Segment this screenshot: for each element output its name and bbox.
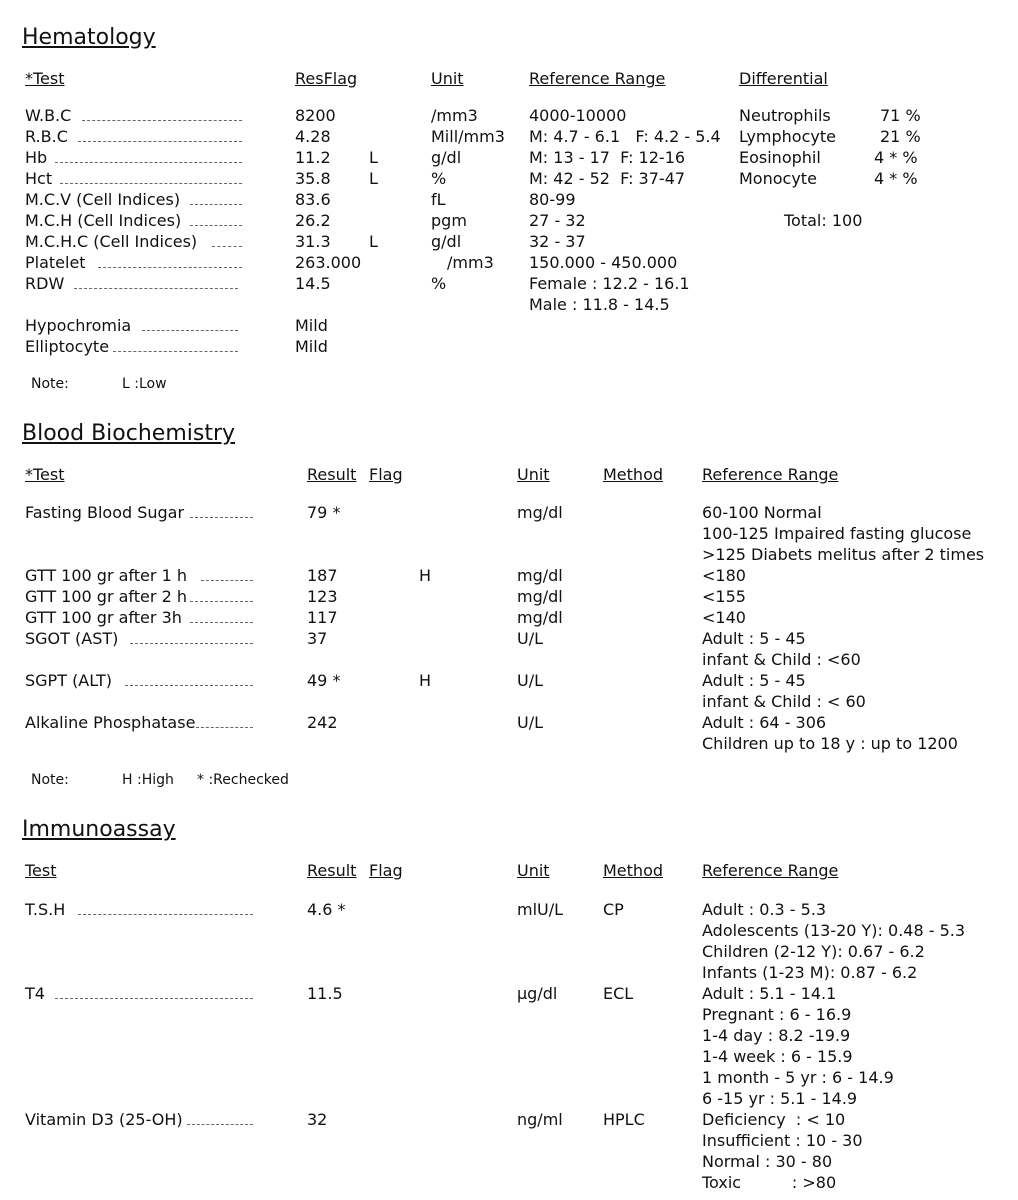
hema-ref: 150.000 - 450.000 xyxy=(529,253,678,272)
hema-result: 4.28 xyxy=(295,127,331,146)
leader-dots xyxy=(196,727,253,728)
bio-result: 49 * xyxy=(307,671,341,690)
immuno-unit: ng/ml xyxy=(517,1110,563,1129)
bio-ref-line: Adult : 64 - 306 xyxy=(702,713,827,732)
hema-result: 35.8 xyxy=(295,169,331,188)
diff-name: Monocyte xyxy=(739,169,817,188)
hema-test: M.C.H.C (Cell Indices) xyxy=(25,232,198,251)
bio-unit: U/L xyxy=(517,671,544,690)
hema-test: Platelet xyxy=(25,253,86,272)
bio-header-test: *Test xyxy=(25,465,65,484)
hema-ref: M: 13 - 17 F: 12-16 xyxy=(529,148,686,167)
leader-dots xyxy=(78,914,253,915)
immuno-method: ECL xyxy=(603,984,634,1003)
bio-ref-line: >125 Diabets melitus after 2 times xyxy=(702,545,985,564)
leader-dots xyxy=(190,622,253,623)
hema-test: Hb xyxy=(25,148,48,167)
hema-unit: /mm3 xyxy=(447,253,494,272)
hema-unit: fL xyxy=(431,190,446,209)
hema-ref-extra: Male : 11.8 - 14.5 xyxy=(529,295,670,314)
leader-dots xyxy=(190,601,253,602)
immuno-unit: mlU/L xyxy=(517,900,564,919)
immuno-ref-line: Children (2-12 Y): 0.67 - 6.2 xyxy=(702,942,925,961)
hema-test: R.B.C xyxy=(25,127,68,146)
immuno-test: Vitamin D3 (25-OH) xyxy=(25,1110,183,1129)
hema-morph-result: Mild xyxy=(295,316,328,335)
bio-test: GTT 100 gr after 1 h xyxy=(25,566,187,585)
hema-result: 11.2 xyxy=(295,148,331,167)
leader-dots xyxy=(190,517,253,518)
bio-flag: H xyxy=(419,671,432,690)
bio-note-label: Note: xyxy=(31,772,69,788)
bio-unit: U/L xyxy=(517,713,544,732)
leader-dots xyxy=(190,204,242,205)
bio-header-result: Result xyxy=(307,465,357,484)
leader-dots xyxy=(201,580,253,581)
immuno-ref-line: Adult : 0.3 - 5.3 xyxy=(702,900,827,919)
leader-dots xyxy=(74,288,238,289)
diff-value: 71 % xyxy=(880,106,921,125)
hema-ref: 27 - 32 xyxy=(529,211,586,230)
immuno-unit: µg/dl xyxy=(517,984,558,1003)
immuno-header-result: Result xyxy=(307,861,357,880)
bio-header-method: Method xyxy=(603,465,664,484)
hema-test: Hct xyxy=(25,169,53,188)
hema-result: 26.2 xyxy=(295,211,331,230)
bio-ref-line: <140 xyxy=(702,608,746,627)
immuno-ref-line: Infants (1-23 M): 0.87 - 6.2 xyxy=(702,963,918,982)
leader-dots xyxy=(125,685,253,686)
immuno-ref-line: 1-4 day : 8.2 -19.9 xyxy=(702,1026,851,1045)
bio-test: SGPT (ALT) xyxy=(25,671,112,690)
bio-test: GTT 100 gr after 3h xyxy=(25,608,182,627)
immuno-result: 32 xyxy=(307,1110,328,1129)
immuno-ref-line: Normal : 30 - 80 xyxy=(702,1152,833,1171)
hema-unit: g/dl xyxy=(431,232,462,251)
immuno-test: T4 xyxy=(25,984,45,1003)
bio-note-high: H :High xyxy=(122,772,174,788)
bio-test: Alkaline Phosphatase xyxy=(25,713,196,732)
hema-ref: 80-99 xyxy=(529,190,576,209)
immuno-ref-line: 6 -15 yr : 5.1 - 14.9 xyxy=(702,1089,858,1108)
immuno-ref-line: Deficiency : < 10 xyxy=(702,1110,846,1129)
bio-header-flag: Flag xyxy=(369,465,403,484)
hema-morph-result: Mild xyxy=(295,337,328,356)
hema-unit: % xyxy=(431,169,447,188)
bio-ref-line: Children up to 18 y : up to 1200 xyxy=(702,734,958,753)
leader-dots xyxy=(187,1124,253,1125)
hema-result: 83.6 xyxy=(295,190,331,209)
hema-ref: M: 42 - 52 F: 37-47 xyxy=(529,169,686,188)
hema-ref: Female : 12.2 - 16.1 xyxy=(529,274,690,293)
bio-ref-line: infant & Child : <60 xyxy=(702,650,861,669)
bio-ref-line: <180 xyxy=(702,566,746,585)
hema-note-label: Note: xyxy=(31,376,69,392)
hema-header-test: *Test xyxy=(25,69,65,88)
immuno-result: 4.6 * xyxy=(307,900,346,919)
diff-name: Eosinophil xyxy=(739,148,821,167)
bio-test: SGOT (AST) xyxy=(25,629,119,648)
hema-unit: /mm3 xyxy=(431,106,478,125)
hema-unit: pgm xyxy=(431,211,467,230)
hema-test: M.C.H (Cell Indices) xyxy=(25,211,182,230)
bio-header-unit: Unit xyxy=(517,465,550,484)
bio-ref-line: 60-100 Normal xyxy=(702,503,822,522)
diff-total: Total: 100 xyxy=(784,211,863,230)
leader-dots xyxy=(55,998,253,999)
bio-unit: U/L xyxy=(517,629,544,648)
hema-header-unit: Unit xyxy=(431,69,464,88)
immuno-ref-line: 1-4 week : 6 - 15.9 xyxy=(702,1047,853,1066)
hema-result: 14.5 xyxy=(295,274,331,293)
bio-ref-line: Adult : 5 - 45 xyxy=(702,671,806,690)
bio-ref-line: <155 xyxy=(702,587,746,606)
immuno-header-unit: Unit xyxy=(517,861,550,880)
leader-dots xyxy=(142,330,238,331)
hema-flag: L xyxy=(369,232,378,251)
diff-value: 21 % xyxy=(880,127,921,146)
immuno-ref-line: Toxic : >80 xyxy=(702,1173,837,1192)
immuno-ref-line: Adult : 5.1 - 14.1 xyxy=(702,984,837,1003)
hema-flag: L xyxy=(369,148,378,167)
diff-name: Lymphocyte xyxy=(739,127,836,146)
hema-unit: g/dl xyxy=(431,148,462,167)
bio-result: 79 * xyxy=(307,503,341,522)
bio-header-ref: Reference Range xyxy=(702,465,839,484)
hema-unit: % xyxy=(431,274,447,293)
immunoassay-title: Immunoassay xyxy=(22,817,176,842)
hema-header-differential: Differential xyxy=(739,69,828,88)
immuno-method: CP xyxy=(603,900,624,919)
hema-flag: L xyxy=(369,169,378,188)
hema-ref: M: 4.7 - 6.1 F: 4.2 - 5.4 xyxy=(529,127,721,146)
leader-dots xyxy=(190,225,242,226)
hema-morph-test: Hypochromia xyxy=(25,316,132,335)
leader-dots xyxy=(55,162,242,163)
bio-ref-line: 100-125 Impaired fasting glucose xyxy=(702,524,972,543)
diff-name: Neutrophils xyxy=(739,106,831,125)
hema-test: RDW xyxy=(25,274,65,293)
bio-result: 123 xyxy=(307,587,338,606)
diff-value: 4 * % xyxy=(874,169,918,188)
bio-result: 37 xyxy=(307,629,328,648)
immuno-header-flag: Flag xyxy=(369,861,403,880)
bio-unit: mg/dl xyxy=(517,503,563,522)
hema-test: M.C.V (Cell Indices) xyxy=(25,190,181,209)
leader-dots xyxy=(78,141,242,142)
immuno-ref-line: Pregnant : 6 - 16.9 xyxy=(702,1005,852,1024)
leader-dots xyxy=(82,120,242,121)
hema-unit: Mill/mm3 xyxy=(431,127,505,146)
bio-unit: mg/dl xyxy=(517,587,563,606)
immuno-method: HPLC xyxy=(603,1110,645,1129)
immuno-header-test: Test xyxy=(25,861,57,880)
leader-dots xyxy=(212,246,242,247)
bio-unit: mg/dl xyxy=(517,608,563,627)
leader-dots xyxy=(98,267,242,268)
hema-test: W.B.C xyxy=(25,106,72,125)
bio-test: GTT 100 gr after 2 h xyxy=(25,587,187,606)
hema-ref: 32 - 37 xyxy=(529,232,586,251)
biochemistry-title: Blood Biochemistry xyxy=(22,421,236,446)
bio-result: 187 xyxy=(307,566,338,585)
leader-dots xyxy=(130,643,253,644)
hema-ref: 4000-10000 xyxy=(529,106,627,125)
immuno-ref-line: Adolescents (13-20 Y): 0.48 - 5.3 xyxy=(702,921,966,940)
bio-flag: H xyxy=(419,566,432,585)
hema-result: 31.3 xyxy=(295,232,331,251)
bio-result: 117 xyxy=(307,608,338,627)
immuno-test: T.S.H xyxy=(25,900,66,919)
hema-note-low: L :Low xyxy=(122,376,167,392)
bio-ref-line: Adult : 5 - 45 xyxy=(702,629,806,648)
immuno-ref-line: Insufficient : 10 - 30 xyxy=(702,1131,863,1150)
hema-header-ref: Reference Range xyxy=(529,69,666,88)
hema-header-resflag: ResFlag xyxy=(295,69,358,88)
leader-dots xyxy=(60,183,242,184)
leader-dots xyxy=(113,351,238,352)
diff-value: 4 * % xyxy=(874,148,918,167)
bio-result: 242 xyxy=(307,713,338,732)
immuno-result: 11.5 xyxy=(307,984,343,1003)
hematology-title: Hematology xyxy=(22,25,156,50)
bio-test: Fasting Blood Sugar xyxy=(25,503,185,522)
immuno-header-ref: Reference Range xyxy=(702,861,839,880)
immuno-ref-line: 1 month - 5 yr : 6 - 14.9 xyxy=(702,1068,894,1087)
bio-note-rechecked: * :Rechecked xyxy=(197,772,289,788)
immuno-header-method: Method xyxy=(603,861,664,880)
hema-result: 8200 xyxy=(295,106,336,125)
bio-unit: mg/dl xyxy=(517,566,563,585)
hema-result: 263.000 xyxy=(295,253,362,272)
bio-ref-line: infant & Child : < 60 xyxy=(702,692,866,711)
hema-morph-test: Elliptocyte xyxy=(25,337,110,356)
